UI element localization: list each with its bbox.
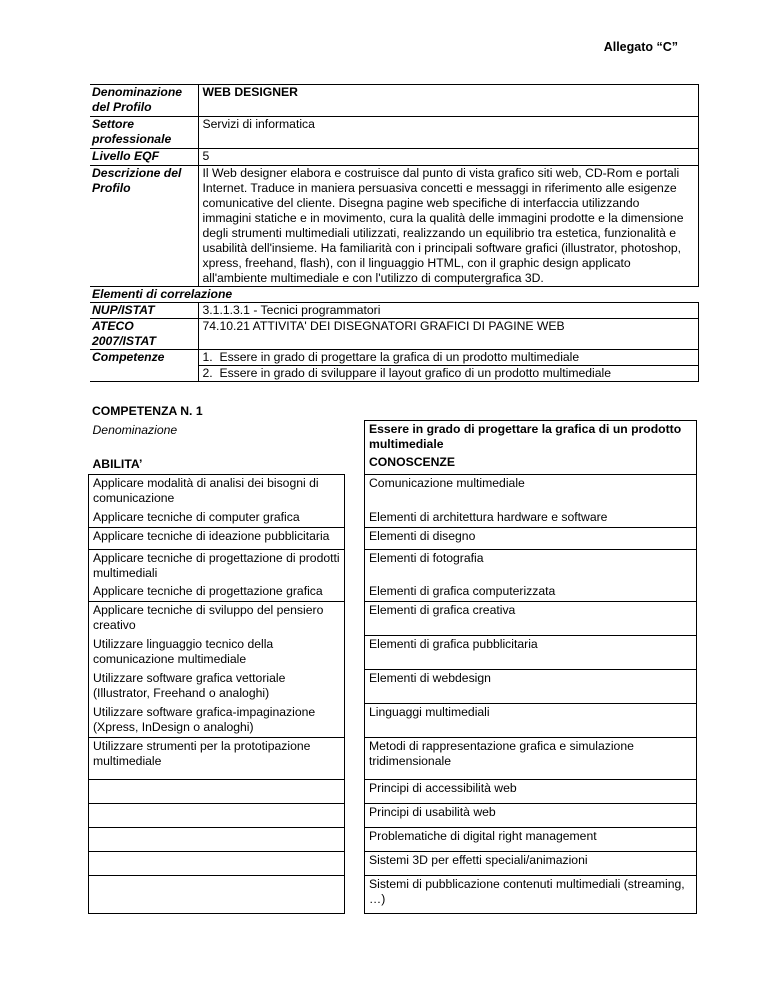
column-gap [345, 636, 365, 670]
competenza-row [89, 636, 697, 670]
livello-value: 5 [198, 149, 698, 166]
competenza-row [89, 475, 697, 509]
abilita-cell: Applicare tecniche di computer grafica [89, 509, 345, 528]
competenze-item-1-text: Essere in grado di progettare la grafica di un prodotto multimediale [219, 350, 580, 364]
profile-table [90, 84, 699, 382]
competenze-item-1: 1. Essere in grado di progettare la grafica di un prodotto multimediale [198, 350, 698, 366]
conoscenze-cell: Sistemi 3D per effetti speciali/animazioni [365, 852, 697, 876]
conoscenze-cell: Linguaggi multimediali [365, 704, 697, 738]
abilita-cell [89, 852, 345, 876]
nup-value: 3.1.1.3.1 - Tecnici programmatori [198, 303, 698, 319]
abilita-cell: Utilizzare software grafica vettoriale (Illustrator, Freehand o analoghi) [89, 670, 345, 704]
competenza-row [89, 583, 697, 602]
column-gap [345, 852, 365, 876]
competenza-row [89, 549, 697, 583]
competenza-row [89, 704, 697, 738]
conoscenze-cell: Elementi di webdesign [365, 670, 697, 704]
column-gap [345, 738, 365, 780]
competenze-item-2-text: Essere in grado di sviluppare il layout grafico di un prodotto multimediale [219, 366, 612, 380]
column-gap [345, 704, 365, 738]
abilita-cell [89, 780, 345, 804]
competenza-row [89, 780, 697, 804]
conoscenze-cell: Elementi di grafica computerizzata [365, 583, 697, 602]
abilita-cell [89, 876, 345, 914]
column-gap [345, 602, 365, 636]
settore-label: Settore professionale [90, 117, 198, 149]
livello-label: Livello EQF [90, 149, 198, 166]
column-gap [345, 828, 365, 852]
conoscenze-cell: Sistemi di pubblicazione contenuti multimediali (streaming, …) [365, 876, 697, 914]
abilita-cell: Utilizzare software grafica-impaginazione (Xpress, InDesign o analoghi) [89, 704, 345, 738]
competenza-row [89, 670, 697, 704]
column-gap [345, 780, 365, 804]
conoscenze-cell: Problematiche di digital right management [365, 828, 697, 852]
conoscenze-cell: Principi di usabilità web [365, 804, 697, 828]
conoscenze-cell: Comunicazione multimediale [365, 475, 697, 509]
abilita-header: ABILITA’ [92, 457, 143, 471]
competenza-row [89, 527, 697, 549]
conoscenze-cell: Elementi di fotografia [365, 549, 697, 583]
nup-label: NUP/ISTAT [90, 303, 198, 319]
competenze-label: Competenze [90, 350, 198, 366]
ateco-value: 74.10.21 ATTIVITA' DEI DISEGNATORI GRAFICI DI PAGINE WEB [198, 319, 698, 350]
descrizione-label: Descrizione del Profilo [90, 166, 198, 287]
conoscenze-cell: Elementi di disegno [365, 527, 697, 549]
abilita-cell: Applicare tecniche di sviluppo del pensiero creativo [89, 602, 345, 636]
denominazione-value: WEB DESIGNER [198, 85, 698, 117]
abilita-cell [89, 804, 345, 828]
column-gap [345, 876, 365, 914]
attachment-label: Allegato “C” [603, 40, 678, 54]
denominazione-label: Denominazione del Profilo [90, 85, 198, 117]
competenza-denominazione-value: Essere in grado di progettare la grafica di un prodotto multimediale [365, 421, 697, 455]
abilita-cell: Applicare tecniche di progettazione grafica [89, 583, 345, 602]
competenza-row [89, 876, 697, 914]
conoscenze-cell: Metodi di rappresentazione grafica e simulazione tridimensionale [365, 738, 697, 780]
column-gap [345, 804, 365, 828]
abilita-cell: Applicare modalità di analisi dei bisogni di comunicazione [89, 475, 345, 509]
competenza-row [89, 509, 697, 528]
settore-value: Servizi di informatica [198, 117, 698, 149]
conoscenze-cell: Principi di accessibilità web [365, 780, 697, 804]
competenza-heading: COMPETENZA N. 1 [92, 404, 203, 418]
competenza-table [88, 420, 697, 914]
conoscenze-cell: Elementi di architettura hardware e software [365, 509, 697, 528]
abilita-cell: Applicare tecniche di ideazione pubblicitaria [89, 527, 345, 549]
abilita-cell: Utilizzare strumenti per la prototipazione multimediale [89, 738, 345, 780]
competenza-denominazione-label: Denominazione [92, 422, 178, 437]
abilita-cell: Utilizzare linguaggio tecnico della comunicazione multimediale [89, 636, 345, 670]
column-gap [345, 670, 365, 704]
competenza-row [89, 828, 697, 852]
descrizione-value: Il Web designer elabora e costruisce dal punto di vista grafico siti web, CD-Rom e portali Internet. Traduce in maniera persuasiva concetti e messaggi in riferimento alle esigenze comunicative del cliente. Disegna pagine web specifiche di interfaccia utilizzando immagini statiche e in movimento, cura la qualità delle immagini prodotte e la dimensione degli strumenti multimediali utilizzati, realizzando un equilibrio tra estetica, funzionalità e usabilità dell'insieme. Ha familiarità con i principali software grafici (illustrator, photoshop, xpress, freehand, flash), con il linguaggio HTML, con il graphic design applicato all'ambiente multimediale e con l'utilizzo di computergrafica 3D. [198, 166, 698, 287]
competenze-label-cont [90, 366, 198, 382]
abilita-cell [89, 828, 345, 852]
column-gap [345, 509, 365, 528]
competenza-row [89, 602, 697, 636]
ateco-label: ATECO 2007/ISTAT [90, 319, 198, 350]
column-gap [345, 549, 365, 583]
competenze-item-2: 2. Essere in grado di sviluppare il layout grafico di un prodotto multimediale [198, 366, 698, 382]
competenza-row [89, 738, 697, 780]
column-gap [345, 583, 365, 602]
abilita-cell: Applicare tecniche di progettazione di prodotti multimediali [89, 549, 345, 583]
competenza-row [89, 852, 697, 876]
conoscenze-cell: Elementi di grafica creativa [365, 602, 697, 636]
competenza-row [89, 804, 697, 828]
conoscenze-cell: Elementi di grafica pubblicitaria [365, 636, 697, 670]
column-gap [345, 475, 365, 509]
column-gap [345, 527, 365, 549]
conoscenze-header: CONOSCENZE [365, 454, 697, 475]
elementi-correlazione-heading: Elementi di correlazione [90, 287, 698, 303]
